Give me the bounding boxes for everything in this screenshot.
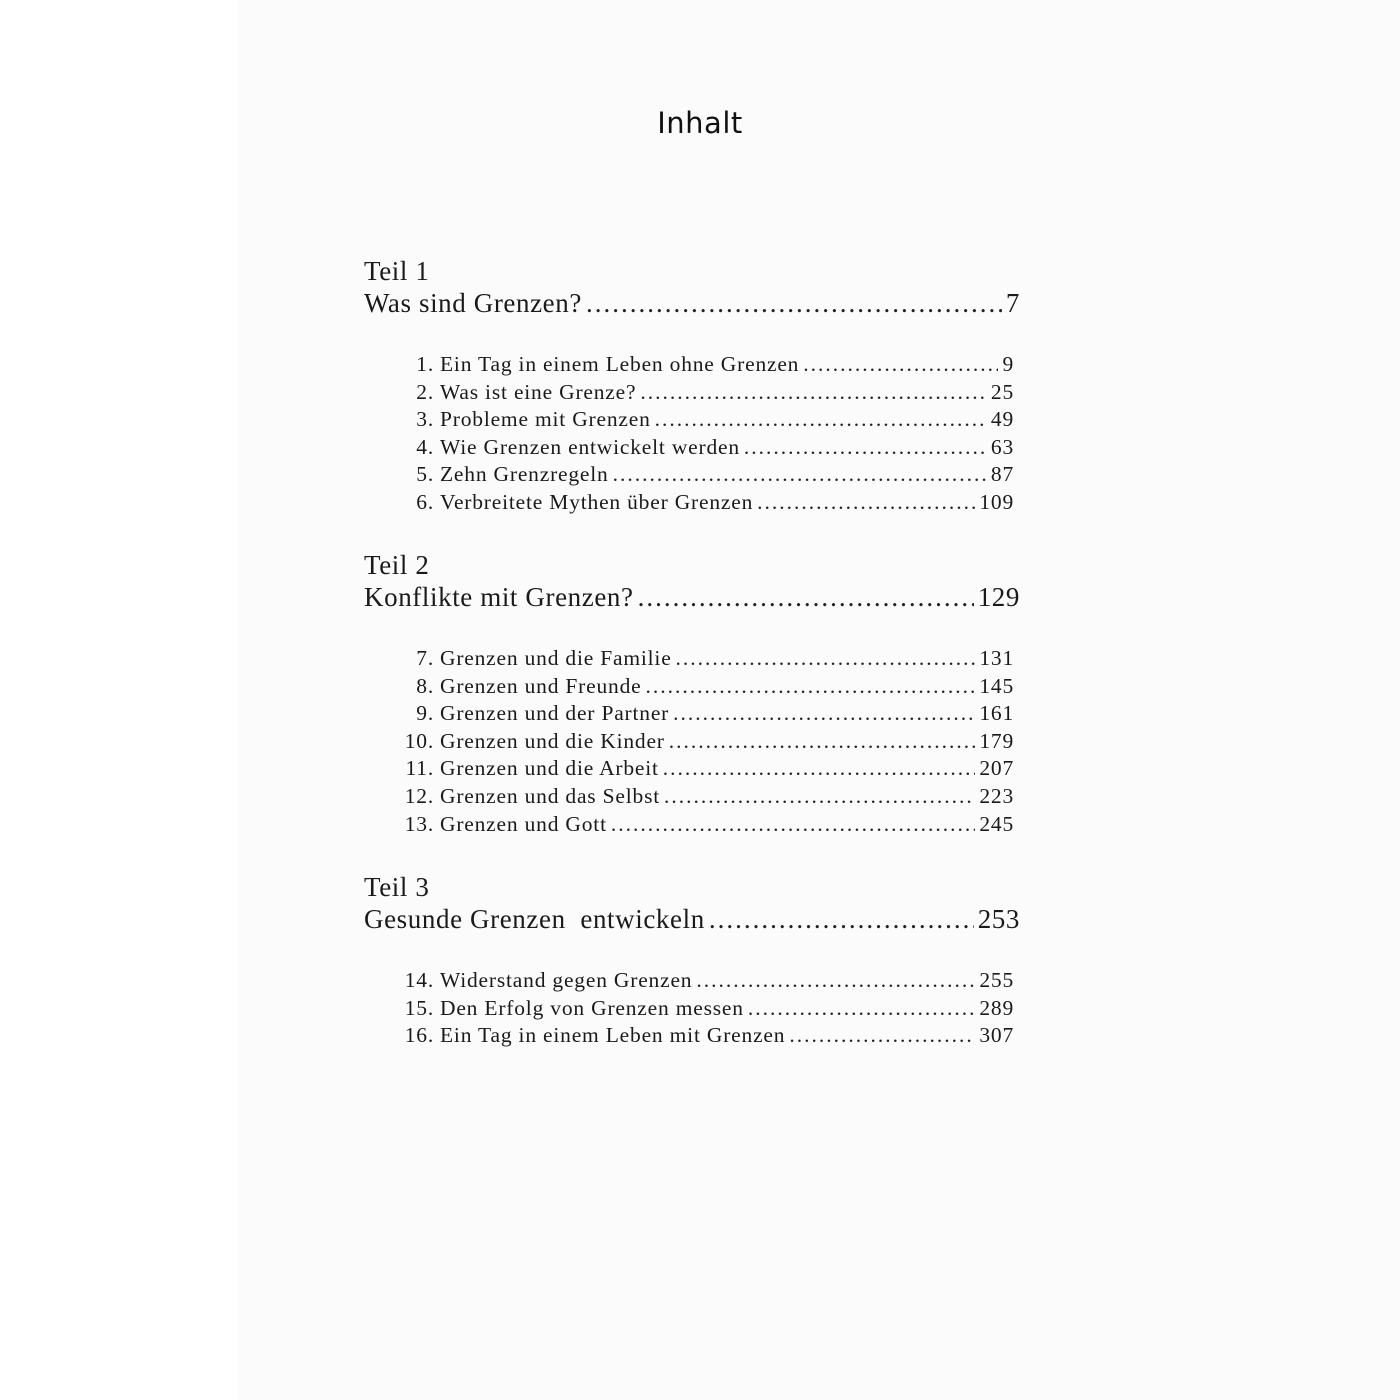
chapter-title: Den Erfolg von Grenzen messen xyxy=(440,996,744,1020)
chapter-number: 7. xyxy=(416,646,434,670)
part-label: Teil 1 xyxy=(364,256,430,286)
chapter-number: 16. xyxy=(404,1023,434,1047)
chapter-title: Wie Grenzen entwickelt werden xyxy=(440,435,740,459)
page-number: 129 xyxy=(977,582,1020,612)
part-heading-row xyxy=(364,288,1020,319)
leader-dots xyxy=(586,288,1002,319)
leader-dots xyxy=(789,1023,975,1048)
chapter-title: Probleme mit Grenzen xyxy=(440,407,651,431)
chapter-title: Grenzen und Gott xyxy=(440,812,607,836)
toc-entry xyxy=(400,674,1014,699)
chapter-title: Ein Tag in einem Leben ohne Grenzen xyxy=(440,352,800,376)
part-heading: Konflikte mit Grenzen? xyxy=(364,582,634,612)
toc-entry xyxy=(400,784,1014,809)
toc-entry xyxy=(400,490,1014,515)
page-number: 253 xyxy=(977,904,1020,934)
chapter-title: Zehn Grenzregeln xyxy=(440,462,609,486)
toc-entry xyxy=(400,407,1014,432)
leader-dots xyxy=(663,756,976,781)
page-number: 9 xyxy=(1002,352,1014,376)
page-number: 49 xyxy=(990,407,1014,431)
page-number: 7 xyxy=(1005,288,1020,318)
chapter-number: 12. xyxy=(404,784,434,808)
toc-entry xyxy=(400,352,1014,377)
page-number: 207 xyxy=(979,756,1014,780)
toc-entry xyxy=(400,435,1014,460)
page-number: 25 xyxy=(990,380,1014,404)
page-number: 109 xyxy=(979,490,1014,514)
page-number: 63 xyxy=(990,435,1014,459)
chapter-number: 8. xyxy=(416,674,434,698)
chapter-number: 3. xyxy=(416,407,434,431)
toc-entry xyxy=(400,729,1014,754)
chapter-title: Ein Tag in einem Leben mit Grenzen xyxy=(440,1023,786,1047)
toc-entry xyxy=(400,1023,1014,1048)
page-number: 289 xyxy=(979,996,1014,1020)
page-title: Inhalt xyxy=(657,106,743,140)
page-number: 179 xyxy=(979,729,1014,753)
page-number: 145 xyxy=(979,674,1014,698)
leader-dots xyxy=(664,784,975,809)
chapter-number: 15. xyxy=(404,996,434,1020)
leader-dots xyxy=(638,582,974,613)
toc-entry xyxy=(400,996,1014,1021)
part-label: Teil 2 xyxy=(364,550,430,580)
chapter-number: 6. xyxy=(416,490,434,514)
leader-dots xyxy=(803,352,998,377)
leader-dots xyxy=(669,729,976,754)
leader-dots xyxy=(640,380,987,405)
leader-dots xyxy=(655,407,987,432)
toc-entry xyxy=(400,380,1014,405)
chapter-number: 4. xyxy=(416,435,434,459)
chapter-number: 1. xyxy=(416,352,434,376)
part-label: Teil 3 xyxy=(364,872,430,902)
part-heading-row xyxy=(364,904,1020,935)
toc-entry xyxy=(400,812,1014,837)
page-number: 223 xyxy=(979,784,1014,808)
chapter-title: Grenzen und die Familie xyxy=(440,646,672,670)
leader-dots xyxy=(673,701,975,726)
leader-dots xyxy=(676,646,976,671)
chapter-title: Grenzen und Freunde xyxy=(440,674,642,698)
chapter-title: Grenzen und das Selbst xyxy=(440,784,661,808)
chapter-title: Was ist eine Grenze? xyxy=(440,380,637,404)
page-number: 131 xyxy=(979,646,1014,670)
leader-dots xyxy=(744,435,987,460)
leader-dots xyxy=(709,904,974,935)
leader-dots xyxy=(611,812,976,837)
leader-dots xyxy=(645,674,975,699)
toc-entry xyxy=(400,968,1014,993)
page-number: 307 xyxy=(979,1023,1014,1047)
chapter-title: Grenzen und die Kinder xyxy=(440,729,665,753)
leader-dots xyxy=(748,996,976,1021)
part-heading: Gesunde Grenzen entwickeln xyxy=(364,904,705,934)
page-number: 87 xyxy=(990,462,1014,486)
page-number: 255 xyxy=(979,968,1014,992)
toc-entry xyxy=(400,646,1014,671)
chapter-number: 9. xyxy=(416,701,434,725)
chapter-title: Widerstand gegen Grenzen xyxy=(440,968,693,992)
book-page xyxy=(238,0,1400,1400)
page-number: 161 xyxy=(979,701,1014,725)
chapter-number: 13. xyxy=(404,812,434,836)
chapter-title: Verbreitete Mythen über Grenzen xyxy=(440,490,754,514)
chapter-number: 14. xyxy=(404,968,434,992)
chapter-title: Grenzen und der Partner xyxy=(440,701,670,725)
toc-entry xyxy=(400,701,1014,726)
chapter-number: 11. xyxy=(405,756,434,780)
toc-entry xyxy=(400,756,1014,781)
chapter-number: 5. xyxy=(416,462,434,486)
chapter-number: 2. xyxy=(416,380,434,404)
toc-entry xyxy=(400,462,1014,487)
part-heading-row xyxy=(364,582,1020,613)
page-number: 245 xyxy=(979,812,1014,836)
leader-dots xyxy=(757,490,975,515)
leader-dots xyxy=(613,462,987,487)
chapter-number: 10. xyxy=(404,729,434,753)
leader-dots xyxy=(696,968,975,993)
chapter-title: Grenzen und die Arbeit xyxy=(440,756,659,780)
part-heading: Was sind Grenzen? xyxy=(364,288,582,318)
